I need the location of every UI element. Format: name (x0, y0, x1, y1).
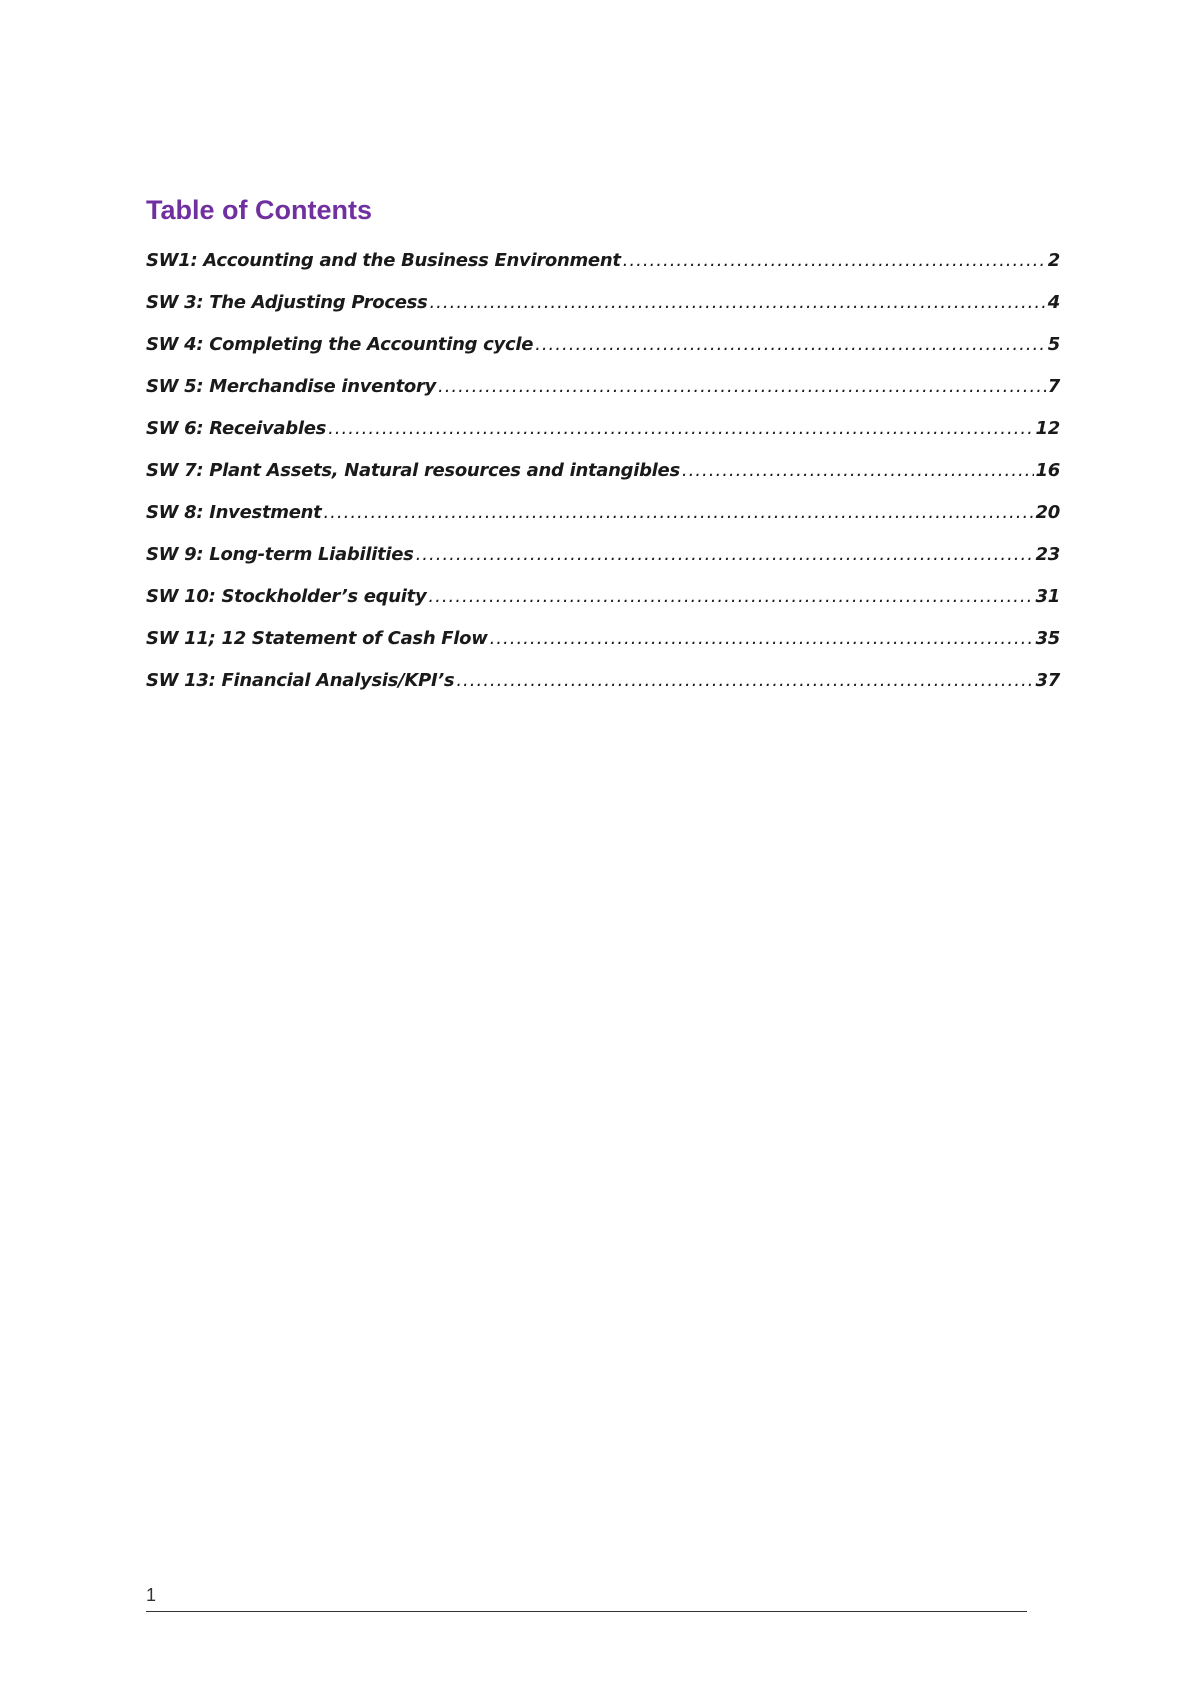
toc-entry[interactable] (146, 576, 1060, 618)
dot-leader (428, 576, 1033, 618)
toc-entry[interactable] (146, 492, 1060, 534)
toc-entry-label: SW 6: Receivables (146, 418, 327, 439)
toc-entry-label: SW 3: The Adjusting Process (146, 292, 428, 313)
toc-entry-label: SW 5: Merchandise inventory (146, 376, 436, 397)
toc-entry-label: SW 9: Long-term Liabilities (146, 544, 414, 565)
toc-entry[interactable] (146, 534, 1060, 576)
footer-page-number: 1 (146, 1585, 157, 1605)
dot-leader (323, 492, 1033, 534)
toc-entry-page: 4 (1047, 292, 1060, 313)
toc-entry-page: 31 (1035, 586, 1060, 607)
toc-entry[interactable] (146, 450, 1060, 492)
toc-entry-label: SW 13: Financial Analysis/KPI’s (146, 670, 455, 691)
toc-entry[interactable] (146, 366, 1060, 408)
toc-entry[interactable] (146, 618, 1060, 660)
toc-entry-page: 16 (1035, 460, 1060, 481)
toc-entry-label: SW1: Accounting and the Business Environment (146, 250, 621, 271)
footer-divider (146, 1611, 1027, 1612)
toc-entry-page: 7 (1047, 376, 1060, 397)
toc-entry-page: 35 (1035, 628, 1060, 649)
dot-leader (438, 366, 1046, 408)
toc-entry-label: SW 10: Stockholder’s equity (146, 586, 427, 607)
toc-entry-page: 23 (1035, 544, 1060, 565)
dot-leader (490, 618, 1034, 660)
dot-leader (456, 660, 1033, 702)
toc-entry-page: 5 (1047, 334, 1060, 355)
toc-entry[interactable] (146, 324, 1060, 366)
toc-list (146, 240, 1060, 702)
toc-entry[interactable] (146, 660, 1060, 702)
toc-entry[interactable] (146, 240, 1060, 282)
toc-entry-label: SW 11; 12 Statement of Cash Flow (146, 628, 488, 649)
toc-entry[interactable] (146, 408, 1060, 450)
dot-leader (682, 450, 1034, 492)
toc-entry-page: 37 (1035, 670, 1060, 691)
toc-entry[interactable] (146, 282, 1060, 324)
toc-entry-label: SW 8: Investment (146, 502, 322, 523)
toc-title: Table of Contents (146, 195, 372, 225)
dot-leader (429, 282, 1045, 324)
toc-entry-page: 2 (1047, 250, 1060, 271)
toc-entry-page: 20 (1035, 502, 1060, 523)
dot-leader (416, 534, 1034, 576)
toc-entry-label: SW 4: Completing the Accounting cycle (146, 334, 534, 355)
toc-entry-page: 12 (1035, 418, 1060, 439)
dot-leader (535, 324, 1046, 366)
dot-leader (623, 240, 1046, 282)
toc-entry-label: SW 7: Plant Assets, Natural resources and intangibles (146, 460, 680, 481)
dot-leader (328, 408, 1033, 450)
